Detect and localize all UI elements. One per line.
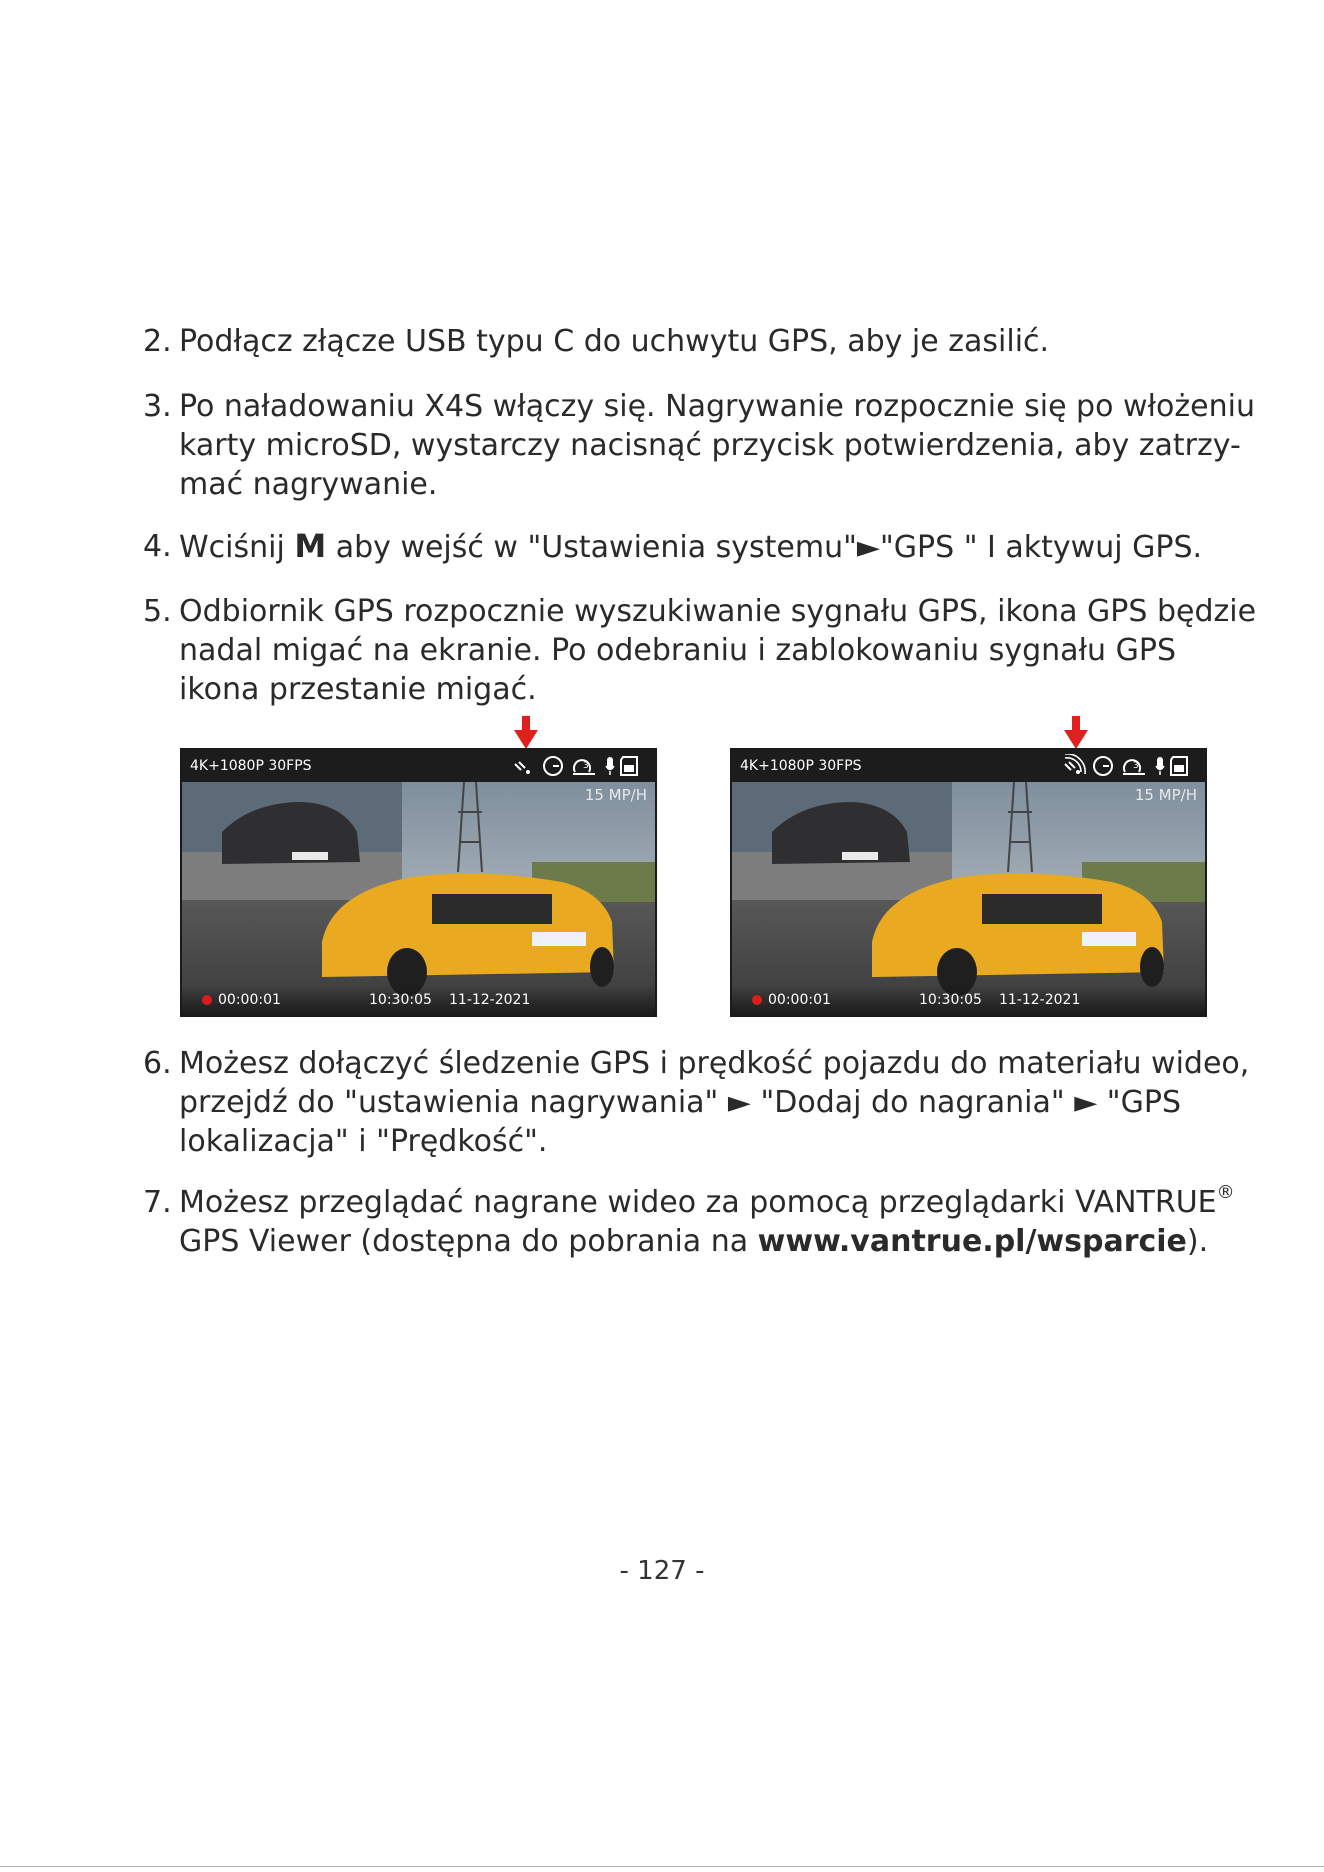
step-text: Podłącz złącze USB typu C do uchwytu GPS, aby je zasilić. <box>179 324 1050 359</box>
step-text: Możesz przeglądać nagrane wideo za pomocą przeglądarki VANTRUE <box>179 1185 1217 1220</box>
step-text: GPS Viewer (dostępna do pobrania na <box>179 1224 758 1259</box>
status-bar <box>732 750 1205 782</box>
step-text: mać nagrywanie. <box>179 467 438 502</box>
registered-mark: ® <box>1216 1182 1235 1203</box>
step-4 <box>143 527 1263 567</box>
car-scene-image <box>182 782 655 1015</box>
dashcam-screen-locked <box>730 748 1207 1017</box>
step-number: 4. <box>143 529 172 564</box>
step-text: przejdź do "ustawienia nagrywania" ► "Dodaj do nagrania" ► "GPS <box>179 1085 1181 1120</box>
sd-card-icon <box>621 757 637 775</box>
step-text: Odbiornik GPS rozpocznie wyszukiwanie sygnału GPS, ikona GPS będzie <box>179 594 1257 629</box>
loop-3-icon <box>1123 760 1145 774</box>
svg-text:3: 3 <box>1133 761 1139 771</box>
m-key-label: M <box>294 527 327 565</box>
recording-bar <box>182 985 655 1015</box>
sd-card-icon <box>1171 757 1187 775</box>
step-text: nadal migać na ekranie. Po odebraniu i zablokowaniu sygnału GPS <box>179 633 1176 668</box>
satellite-locked-icon <box>1065 754 1085 774</box>
step-text: aby wejść w "Ustawienia systemu"►"GPS " I aktywuj GPS. <box>326 530 1203 565</box>
step-6 <box>143 1044 1263 1161</box>
step-number: 3. <box>143 389 172 424</box>
satellite-icon <box>515 762 530 774</box>
dashcam-screen-searching <box>180 748 657 1017</box>
step-number: 7. <box>143 1185 172 1220</box>
step-3 <box>143 387 1263 504</box>
status-bar <box>182 750 655 782</box>
date-label: 11-12-2021 <box>449 992 531 1008</box>
step-number: 5. <box>143 594 172 629</box>
car-scene-image <box>732 782 1205 1015</box>
speed-readout: 15 MP/H <box>584 786 647 804</box>
loop-3-icon <box>573 760 595 774</box>
step-text: Po naładowaniu X4S włączy się. Nagrywanie rozpocznie się po włożeniu <box>179 389 1255 424</box>
step-number: 6. <box>143 1046 172 1081</box>
microphone-icon <box>1156 757 1164 775</box>
microphone-icon <box>606 757 614 775</box>
record-dot-icon <box>202 995 212 1005</box>
dashcam-scene <box>732 782 1205 1015</box>
resolution-label: 4K+1080P 30FPS <box>740 758 862 774</box>
recording-bar <box>732 985 1205 1015</box>
recording-time: 00:00:01 <box>218 992 281 1008</box>
step-text: Możesz dołączyć śledzenie GPS i prędkość pojazdu do materiału wideo, <box>179 1046 1250 1081</box>
step-7 <box>143 1183 1263 1261</box>
red-arrow-icon <box>513 716 539 750</box>
recording-time: 00:00:01 <box>768 992 831 1008</box>
step-2 <box>143 322 1263 361</box>
gps-icon <box>1094 757 1112 775</box>
step-text: karty microSD, wystarczy nacisnąć przycisk potwierdzenia, aby zatrzy- <box>179 428 1241 463</box>
dashcam-scene <box>182 782 655 1015</box>
step-text: Wciśnij <box>179 530 295 565</box>
red-arrow-icon <box>1063 716 1089 750</box>
step-text: lokalizacja" i "Prędkość". <box>179 1124 548 1159</box>
clock-time: 10:30:05 <box>919 992 982 1008</box>
speed-readout: 15 MP/H <box>1134 786 1197 804</box>
support-link[interactable]: www.vantrue.pl/wsparcie <box>757 1224 1187 1259</box>
record-dot-icon <box>752 995 762 1005</box>
date-label: 11-12-2021 <box>999 992 1081 1008</box>
page-bottom-rule <box>0 1866 1324 1867</box>
clock-time: 10:30:05 <box>369 992 432 1008</box>
step-5 <box>143 592 1263 709</box>
step-text: ikona przestanie migać. <box>179 672 537 707</box>
resolution-label: 4K+1080P 30FPS <box>190 758 312 774</box>
gps-icon <box>544 757 562 775</box>
step-text: ). <box>1186 1224 1209 1259</box>
page-number: - 127 - <box>619 1556 705 1586</box>
step-number: 2. <box>143 324 172 359</box>
svg-text:3: 3 <box>583 761 589 771</box>
